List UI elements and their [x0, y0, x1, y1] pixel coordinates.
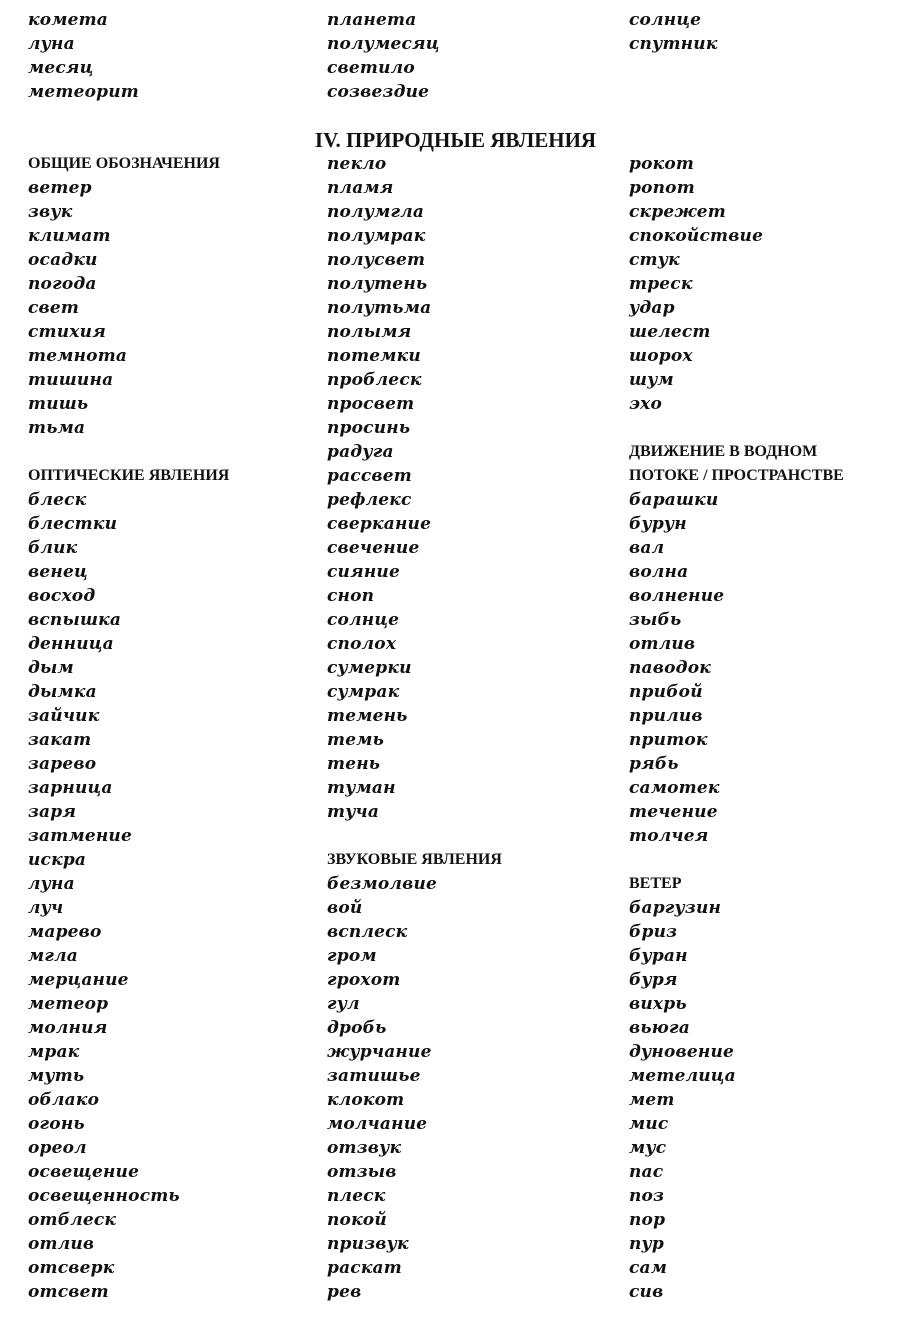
sound-cont-list	[629, 152, 899, 416]
list-item: огонь	[28, 1114, 85, 1134]
list-item: тишь	[28, 394, 89, 414]
list-item: зайчик	[28, 706, 100, 726]
list-item: ропот	[629, 178, 695, 198]
list-item: сияние	[327, 562, 401, 582]
list-item: метеор	[28, 994, 109, 1014]
optical-heading: ОПТИЧЕСКИЕ ЯВЛЕНИЯ	[28, 467, 230, 484]
list-item: раскат	[327, 1258, 402, 1278]
water-heading-line1: ДВИЖЕНИЕ В ВОДНОМ	[629, 443, 818, 460]
list-item: прилив	[629, 706, 703, 726]
list-item: волнение	[629, 586, 725, 606]
list-item: комета	[28, 10, 109, 30]
spacer	[629, 848, 899, 872]
list-item: мгла	[28, 946, 78, 966]
list-item: приток	[629, 730, 708, 750]
list-item: денница	[28, 634, 114, 654]
list-item: дым	[28, 658, 74, 678]
list-item: отлив	[629, 634, 696, 654]
section-title: IV. ПРИРОДНЫЕ ЯВЛЕНИЯ	[314, 128, 597, 152]
list-item: клокот	[327, 1090, 405, 1110]
list-item-cut: пас	[629, 1162, 664, 1182]
list-item: молчание	[327, 1114, 428, 1134]
list-item: сверкание	[327, 514, 432, 534]
list-item: гул	[327, 994, 360, 1014]
water-list	[629, 488, 899, 848]
list-item: спокойствие	[629, 226, 764, 246]
list-item: отзыв	[327, 1162, 397, 1182]
list-item: освещенность	[28, 1186, 180, 1206]
list-item: буран	[629, 946, 688, 966]
list-item: спутник	[629, 34, 718, 54]
general-list	[28, 176, 298, 440]
top-col2-list	[327, 8, 617, 104]
list-item: эхо	[629, 394, 663, 414]
list-item: вал	[629, 538, 665, 558]
list-item: блестки	[28, 514, 118, 534]
list-item-cut: мус	[629, 1138, 667, 1158]
list-item: рябь	[629, 754, 679, 774]
list-item: мрак	[28, 1042, 80, 1062]
list-item: отзвук	[327, 1138, 402, 1158]
list-item: покой	[327, 1210, 387, 1230]
sound-heading: ЗВУКОВЫЕ ЯВЛЕНИЯ	[327, 851, 502, 868]
list-item: солнце	[327, 610, 400, 630]
list-item: месяц	[28, 58, 94, 78]
list-item: туча	[327, 802, 380, 822]
list-item: шелест	[629, 322, 711, 342]
list-item: зыбь	[629, 610, 682, 630]
list-item: луна	[28, 34, 75, 54]
list-item: полумесяц	[327, 34, 440, 54]
list-item: бриз	[629, 922, 678, 942]
list-item: пламя	[327, 178, 394, 198]
list-item: планета	[327, 10, 417, 30]
list-item: сноп	[327, 586, 375, 606]
list-item: удар	[629, 298, 675, 318]
list-item: сумрак	[327, 682, 400, 702]
list-item: шум	[629, 370, 674, 390]
list-item: барашки	[629, 490, 719, 510]
optical-cont-list	[327, 152, 617, 824]
list-item-cut: сив	[629, 1282, 664, 1302]
list-item: заря	[28, 802, 77, 822]
list-item: рефлекс	[327, 490, 412, 510]
list-item-cut: сам	[629, 1258, 668, 1278]
list-item: журчание	[327, 1042, 432, 1062]
list-item: гром	[327, 946, 377, 966]
list-item: призвук	[327, 1234, 409, 1254]
list-item-cut: пор	[629, 1210, 666, 1230]
list-item: темь	[327, 730, 384, 750]
list-item: звук	[28, 202, 73, 222]
list-item: паводок	[629, 658, 711, 678]
column-2	[327, 152, 617, 1304]
list-item: темень	[327, 706, 408, 726]
list-item: толчея	[629, 826, 709, 846]
list-item: созвездие	[327, 82, 430, 102]
list-item: треск	[629, 274, 693, 294]
list-item-cut: пур	[629, 1234, 665, 1254]
list-item: потемки	[327, 346, 421, 366]
list-item: стук	[629, 250, 680, 270]
list-item: ветер	[28, 178, 92, 198]
list-item: искра	[28, 850, 87, 870]
list-item: отблеск	[28, 1210, 117, 1230]
list-item: баргузин	[629, 898, 722, 918]
list-item: пекло	[327, 154, 387, 174]
list-item: радуга	[327, 442, 394, 462]
list-item: полутень	[327, 274, 428, 294]
list-item: венец	[28, 562, 88, 582]
list-item: грохот	[327, 970, 401, 990]
wind-heading: ВЕТЕР	[629, 875, 682, 892]
list-item: тьма	[28, 418, 86, 438]
list-item: вспышка	[28, 610, 122, 630]
list-item: облако	[28, 1090, 100, 1110]
list-item: дуновение	[629, 1042, 735, 1062]
list-item: восход	[28, 586, 96, 606]
list-item: луч	[28, 898, 64, 918]
list-item-cut: мис	[629, 1114, 669, 1134]
list-item: темнота	[28, 346, 128, 366]
list-item: плеск	[327, 1186, 386, 1206]
list-item: отсверк	[28, 1258, 115, 1278]
list-item: климат	[28, 226, 111, 246]
top-col3-list	[629, 8, 899, 56]
general-heading: ОБЩИЕ ОБОЗНАЧЕНИЯ	[28, 155, 220, 172]
list-item: затишье	[327, 1066, 421, 1086]
list-item-cut: мет	[629, 1090, 675, 1110]
list-item: волна	[629, 562, 689, 582]
list-item: полумгла	[327, 202, 425, 222]
sound-list	[327, 872, 617, 1304]
list-item: тишина	[28, 370, 114, 390]
list-item: полусвет	[327, 250, 426, 270]
list-item: вой	[327, 898, 363, 918]
column-3	[629, 152, 899, 1304]
list-item: сумерки	[327, 658, 412, 678]
list-item: свет	[28, 298, 80, 318]
list-item: освещение	[28, 1162, 140, 1182]
list-item: отлив	[28, 1234, 95, 1254]
list-item: солнце	[629, 10, 702, 30]
list-item: закат	[28, 730, 92, 750]
list-item: тень	[327, 754, 381, 774]
list-item: молния	[28, 1018, 108, 1038]
list-item: безмолвие	[327, 874, 438, 894]
list-item: затмение	[28, 826, 132, 846]
list-item: проблеск	[327, 370, 422, 390]
list-item: муть	[28, 1066, 85, 1086]
list-item: туман	[327, 778, 396, 798]
list-item: отсвет	[28, 1282, 109, 1302]
list-item: течение	[629, 802, 718, 822]
list-item: свечение	[327, 538, 420, 558]
list-item: рев	[327, 1282, 362, 1302]
list-item: зарево	[28, 754, 97, 774]
list-item: просинь	[327, 418, 411, 438]
list-item: марево	[28, 922, 102, 942]
list-item: зарница	[28, 778, 113, 798]
list-item: буря	[629, 970, 678, 990]
list-item: стихия	[28, 322, 106, 342]
list-item: рассвет	[327, 466, 412, 486]
list-item: вьюга	[629, 1018, 690, 1038]
list-item: сполох	[327, 634, 397, 654]
list-item: просвет	[327, 394, 415, 414]
list-item: полутьма	[327, 298, 432, 318]
list-item: рокот	[629, 154, 695, 174]
top-col1-list	[28, 8, 298, 104]
list-item: скрежет	[629, 202, 726, 222]
list-item: луна	[28, 874, 75, 894]
spacer	[629, 416, 899, 440]
list-item: блик	[28, 538, 78, 558]
list-item: мерцание	[28, 970, 129, 990]
water-heading-line2: ПОТОКЕ / ПРОСТРАНСТВЕ	[629, 467, 844, 484]
list-item: бурун	[629, 514, 687, 534]
list-item: дробь	[327, 1018, 387, 1038]
list-item: блеск	[28, 490, 87, 510]
spacer	[327, 824, 617, 848]
list-item: ореол	[28, 1138, 87, 1158]
column-1	[28, 152, 298, 1304]
list-item: шорох	[629, 346, 693, 366]
list-item: вихрь	[629, 994, 687, 1014]
list-item: метелица	[629, 1066, 736, 1086]
list-item: полымя	[327, 322, 412, 342]
list-item: всплеск	[327, 922, 408, 942]
list-item: самотек	[629, 778, 720, 798]
spacer	[28, 440, 298, 464]
list-item: метеорит	[28, 82, 139, 102]
list-item: погода	[28, 274, 97, 294]
optical-list	[28, 488, 298, 1304]
list-item-cut: поз	[629, 1186, 665, 1206]
list-item: светило	[327, 58, 415, 78]
list-item: осадки	[28, 250, 98, 270]
wind-list	[629, 896, 899, 1304]
list-item: дымка	[28, 682, 97, 702]
list-item: прибой	[629, 682, 703, 702]
list-item: полумрак	[327, 226, 426, 246]
